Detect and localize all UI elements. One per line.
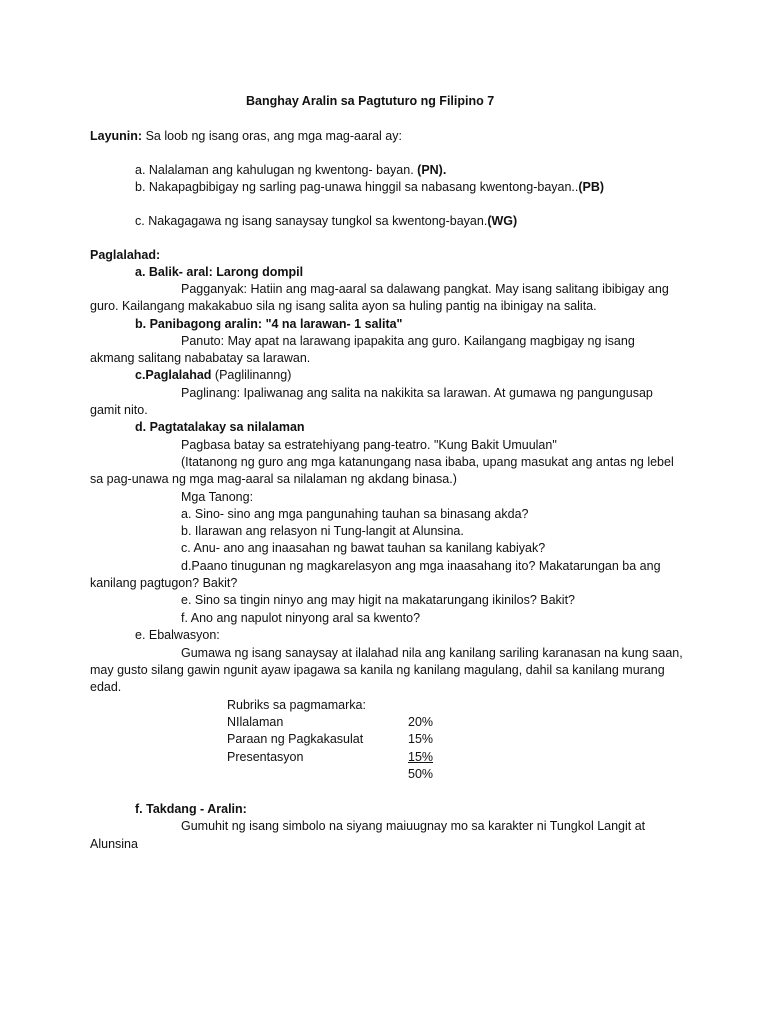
- takdang-aralin-line-2: Alunsina: [90, 837, 138, 851]
- balik-aral-label: a. Balik- aral: Larong dompil: [135, 265, 304, 279]
- question-b: b. Ilarawan ang relasyon ni Tung-langit at Alunsina.: [181, 524, 464, 538]
- layunin-a-tag: (PN).: [417, 163, 447, 177]
- rubriks-row-label: Paraan ng Pagkakasulat: [227, 732, 364, 746]
- takdang-aralin-line-1: Gumuhit ng isang simbolo na siyang maiuugnay mo sa karakter ni Tungkol Langit at: [181, 819, 646, 833]
- ebalwasyon-label: e. Ebalwasyon:: [135, 628, 220, 642]
- rubriks-row-value: 15%: [408, 750, 434, 764]
- layunin-intro: Sa loob ng isang oras, ang mga mag-aaral ay:: [145, 129, 402, 143]
- rubriks-row-value: 20%: [408, 715, 434, 729]
- ebalwasyon-line-1: Gumawa ng isang sanaysay at ilalahad nila ang kanilang sariling karanasan na kung saan,: [181, 646, 683, 660]
- mga-tanong-heading: Mga Tanong:: [181, 490, 254, 504]
- layunin-line: [90, 128, 402, 145]
- layunin-a-text: a. Nalalaman ang kahulugan ng kwentong- bayan.: [135, 163, 414, 177]
- layunin-item-c: [135, 213, 517, 230]
- layunin-label: Layunin:: [90, 129, 143, 143]
- pagbasa-line: Pagbasa batay sa estratehiyang pang-teatro. "Kung Bakit Umuulan": [181, 438, 557, 452]
- pagganyak-line-2: guro. Kailangang makakabuo sila ng isang salita ayon sa huling pantig na ibinigay na salita.: [90, 299, 597, 313]
- panuto-line-1: Panuto: May apat na larawang ipapakita ang guro. Kailangang magbigay ng isang: [181, 334, 635, 348]
- layunin-c-tag: (WG): [487, 214, 518, 228]
- itatanong-line-2: sa pag-unawa ng mga mag-aaral sa nilalaman ng akdang binasa.): [90, 472, 457, 486]
- question-a: a. Sino- sino ang mga pangunahing tauhan sa binasang akda?: [181, 507, 529, 521]
- pagtatalakay-label: d. Pagtatalakay sa nilalaman: [135, 420, 305, 434]
- layunin-c-text: c. Nakagagawa ng isang sanaysay tungkol sa kwentong-bayan.: [135, 214, 488, 228]
- rubriks-row-label: Presentasyon: [227, 750, 304, 764]
- question-f: f. Ano ang napulot ninyong aral sa kwento?: [181, 611, 421, 625]
- rubriks-row-label: NIlalaman: [227, 715, 284, 729]
- rubriks-total: 50%: [408, 767, 434, 781]
- ebalwasyon-line-2: may gusto silang gawin ngunit ayaw ipagawa sa kanila ng kanilang magulang, dahil sa kanilang murang: [90, 663, 665, 677]
- layunin-item-b: [135, 179, 604, 196]
- pagganyak-line-1: Pagganyak: Hatiin ang mag-aaral sa dalawang pangkat. May isang salitang ibibigay ang: [181, 282, 669, 296]
- ebalwasyon-line-3: edad.: [90, 680, 122, 694]
- layunin-b-tag: (PB): [578, 180, 605, 194]
- rubriks-heading: Rubriks sa pagmamarka:: [227, 698, 366, 712]
- paglinang-line-2: gamit nito.: [90, 403, 148, 417]
- question-e: e. Sino sa tingin ninyo ang may higit na makatarungang ikinilos? Bakit?: [181, 593, 575, 607]
- itatanong-line-1: (Itatanong ng guro ang mga katanungang nasa ibaba, upang masukat ang antas ng lebel: [181, 455, 674, 469]
- panuto-line-2: akmang salitang nababatay sa larawan.: [90, 351, 311, 365]
- paglalahad-c-line: [135, 367, 291, 384]
- paglinang-line-1: Paglinang: Ipaliwanag ang salita na nakikita sa larawan. At gumawa ng pangungusap: [181, 386, 653, 400]
- paglalahad-c-label: c.Paglalahad: [135, 368, 212, 382]
- question-c: c. Anu- ano ang inaasahan ng bawat tauhan sa kanilang kabiyak?: [181, 541, 546, 555]
- panibagong-aralin-label: b. Panibagong aralin: "4 na larawan- 1 salita": [135, 317, 403, 331]
- takdang-aralin-label: f. Takdang - Aralin:: [135, 802, 247, 816]
- paglalahad-heading: Paglalahad:: [90, 248, 161, 262]
- question-d-line-1: d.Paano tinugunan ng magkarelasyon ang mga inaasahang ito? Makatarungan ba ang: [181, 559, 661, 573]
- layunin-item-a: [135, 162, 446, 179]
- rubriks-row-value: 15%: [408, 732, 434, 746]
- document-title: Banghay Aralin sa Pagtuturo ng Filipino 7: [246, 94, 495, 108]
- question-d-line-2: kanilang pagtugon? Bakit?: [90, 576, 238, 590]
- paglalahad-c-extra: (Paglilinanng): [214, 368, 292, 382]
- layunin-b-text: b. Nakapagbibigay ng sarling pag-unawa hinggil sa nabasang kwentong-bayan..: [135, 180, 579, 194]
